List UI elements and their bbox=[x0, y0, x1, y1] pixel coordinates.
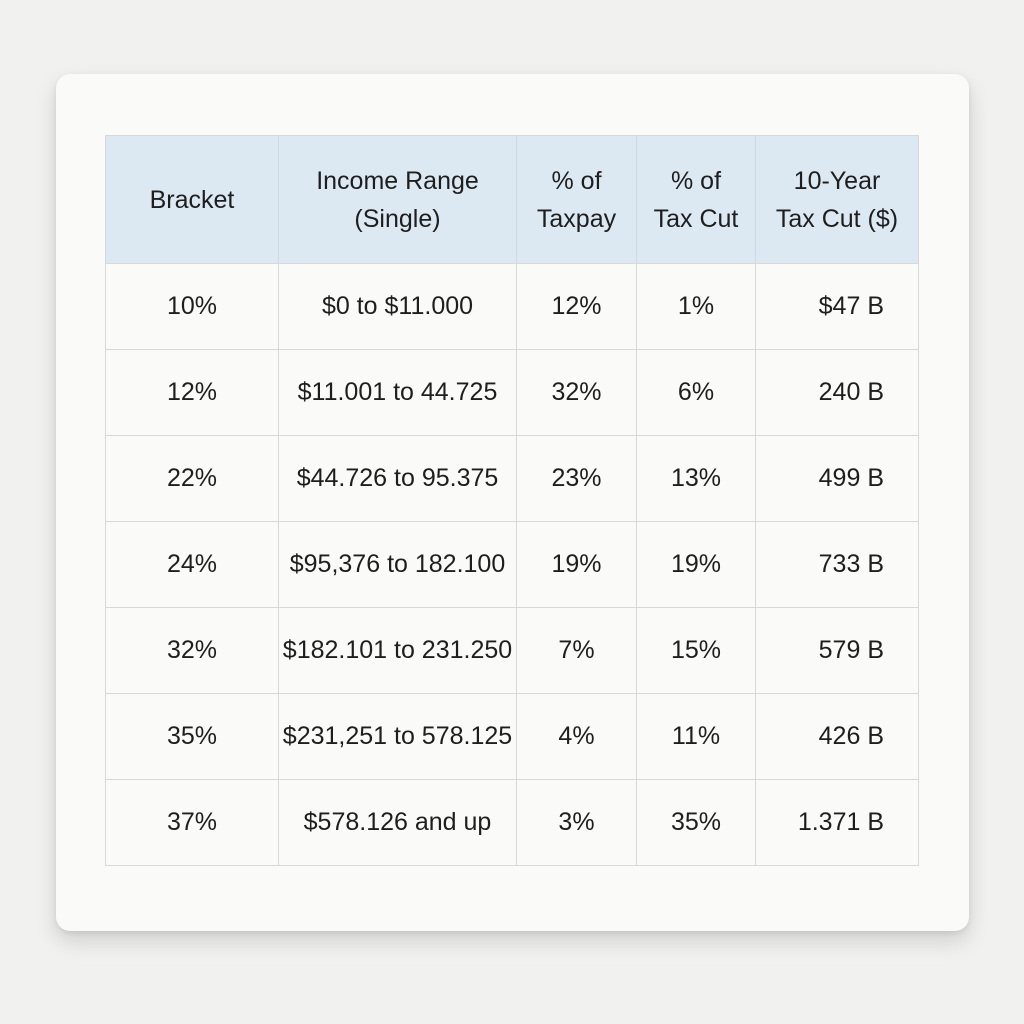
cell-bracket: 10% bbox=[106, 264, 279, 350]
cell-bracket: 24% bbox=[106, 522, 279, 608]
cell-bracket: 12% bbox=[106, 350, 279, 436]
cell-income-range: $231,251 to 578.125 bbox=[279, 694, 517, 780]
cell-bracket: 22% bbox=[106, 436, 279, 522]
cell-bracket: 32% bbox=[106, 608, 279, 694]
cell-pct-taxpayers: 19% bbox=[517, 522, 637, 608]
table-row bbox=[106, 608, 919, 694]
cell-pct-taxpayers: 23% bbox=[517, 436, 637, 522]
tax-cut-table bbox=[105, 135, 919, 866]
table-row bbox=[106, 264, 919, 350]
cell-ten-year-tax-cut: 1.371 B bbox=[756, 780, 919, 866]
cell-pct-tax-cut: 6% bbox=[637, 350, 756, 436]
table-row bbox=[106, 350, 919, 436]
table-row bbox=[106, 694, 919, 780]
cell-ten-year-tax-cut: 733 B bbox=[756, 522, 919, 608]
cell-pct-tax-cut: 35% bbox=[637, 780, 756, 866]
cell-income-range: $182.101 to 231.250 bbox=[279, 608, 517, 694]
cell-bracket: 35% bbox=[106, 694, 279, 780]
cell-ten-year-tax-cut: 579 B bbox=[756, 608, 919, 694]
header-row bbox=[106, 136, 919, 264]
cell-ten-year-tax-cut: 499 B bbox=[756, 436, 919, 522]
cell-income-range: $44.726 to 95.375 bbox=[279, 436, 517, 522]
header-pct-taxpayers: % of Taxpay bbox=[517, 136, 637, 264]
cell-pct-tax-cut: 15% bbox=[637, 608, 756, 694]
cell-pct-taxpayers: 3% bbox=[517, 780, 637, 866]
cell-income-range: $95,376 to 182.100 bbox=[279, 522, 517, 608]
cell-income-range: $11.001 to 44.725 bbox=[279, 350, 517, 436]
table-row bbox=[106, 436, 919, 522]
cell-income-range: $0 to $11.000 bbox=[279, 264, 517, 350]
cell-pct-tax-cut: 13% bbox=[637, 436, 756, 522]
header-pct-tax-cut: % of Tax Cut bbox=[637, 136, 756, 264]
table-row bbox=[106, 522, 919, 608]
header-ten-year-tax-cut: 10-Year Tax Cut ($) bbox=[756, 136, 919, 264]
cell-pct-taxpayers: 4% bbox=[517, 694, 637, 780]
table-row bbox=[106, 780, 919, 866]
header-income-range: Income Range (Single) bbox=[279, 136, 517, 264]
table-body bbox=[106, 264, 919, 866]
header-bracket: Bracket bbox=[106, 136, 279, 264]
cell-ten-year-tax-cut: $47 B bbox=[756, 264, 919, 350]
cell-pct-tax-cut: 11% bbox=[637, 694, 756, 780]
cell-pct-taxpayers: 7% bbox=[517, 608, 637, 694]
cell-ten-year-tax-cut: 240 B bbox=[756, 350, 919, 436]
cell-pct-taxpayers: 12% bbox=[517, 264, 637, 350]
cell-income-range: $578.126 and up bbox=[279, 780, 517, 866]
table-header bbox=[106, 136, 919, 264]
cell-ten-year-tax-cut: 426 B bbox=[756, 694, 919, 780]
cell-pct-tax-cut: 1% bbox=[637, 264, 756, 350]
cell-pct-taxpayers: 32% bbox=[517, 350, 637, 436]
table-card bbox=[56, 74, 969, 931]
cell-bracket: 37% bbox=[106, 780, 279, 866]
cell-pct-tax-cut: 19% bbox=[637, 522, 756, 608]
